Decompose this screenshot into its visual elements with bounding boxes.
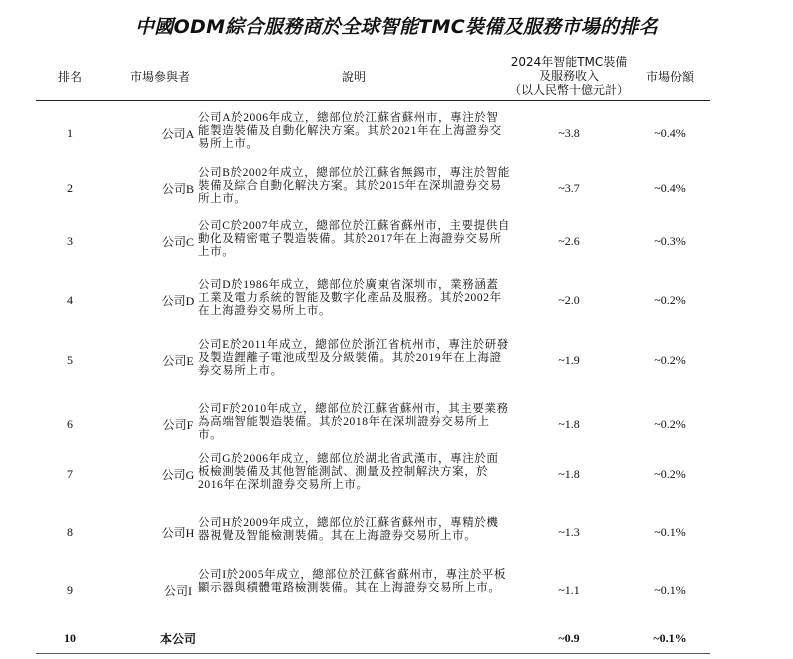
table-row — [36, 516, 710, 548]
rank-cell: 9 — [67, 583, 73, 597]
rank-cell: 4 — [67, 293, 73, 307]
participant-cell: 公司E — [162, 354, 194, 368]
table-row — [36, 338, 710, 383]
description-cell — [198, 111, 510, 156]
participant-cell: 公司C — [161, 235, 194, 249]
description-text: 公司I於2005年成立，總部位於江蘇省蘇州市，專注於平板顯示器與積體電路檢測裝備。其在上海證券交易所上市。 — [198, 569, 507, 594]
rank-cell: 5 — [67, 353, 73, 367]
header-revenue — [500, 55, 638, 97]
description-text: 公司C於2007年成立，總部位於江蘇省蘇州市，主要提供自動化及精密電子製造裝備。其於2017年在上海證券交易所上市。 — [198, 220, 510, 258]
revenue-cell: ~3.8 — [558, 126, 580, 140]
rank-cell: 6 — [67, 417, 73, 431]
share-cell: ~0.4% — [654, 126, 686, 140]
description-cell — [198, 452, 510, 497]
header-revenue-line2: 及服務收入 — [538, 69, 599, 83]
header-revenue-line1: 2024年智能TMC裝備 — [510, 55, 628, 69]
description-text: 公司F於2010年成立，總部位於江蘇省蘇州市，其主要業務為高端智能製造裝備。其於2018年在深圳證券交易所上市。 — [198, 403, 509, 441]
share-cell: ~0.2% — [654, 467, 686, 481]
total-row — [36, 628, 710, 648]
share-cell: ~0.4% — [654, 181, 686, 195]
page-title: 中國ODM綜合服務商於全球智能TMC裝備及服務市場的排名 — [134, 16, 659, 38]
description-text: 公司G於2006年成立，總部位於湖北省武漢市，專注於面板檢測裝備及其他智能測試、測量及控制解決方案，於2016年在深圳證券交易所上市。 — [198, 453, 499, 491]
description-text: 公司H於2009年成立，總部位於江蘇省蘇州市，專精於機器視覺及智能檢測裝備。其在上海證券交易所上市。 — [198, 517, 499, 542]
header-description: 說明 — [341, 70, 366, 84]
participant-cell: 公司I — [164, 584, 192, 598]
rank-cell: 3 — [67, 234, 73, 248]
description-text: 公司B於2002年成立，總部位於江蘇省無錫市，專注於智能裝備及綜合自動化解決方案。其於2015年在深圳證券交易所上市。 — [198, 167, 510, 205]
rank-cell: 8 — [67, 524, 73, 539]
header-participant: 市場參與者 — [129, 70, 190, 84]
total-divider — [36, 653, 710, 654]
description-cell — [198, 166, 510, 211]
description-cell — [198, 219, 510, 264]
participant-cell: 公司H — [161, 525, 195, 540]
share-cell: ~0.3% — [654, 234, 686, 248]
participant-cell: 公司B — [161, 182, 194, 196]
share-cell: ~0.1% — [654, 524, 686, 539]
participant-cell: 本公司 — [159, 631, 196, 646]
revenue-cell: ~0.9 — [558, 630, 580, 645]
revenue-cell: ~2.0 — [558, 293, 580, 307]
description-cell — [198, 568, 510, 613]
description-text: 公司D於1986年成立，總部位於廣東省深圳市，業務涵蓋工業及電力系統的智能及數字化產品及服務。其於2002年在上海證券交易所上市。 — [198, 279, 502, 317]
description-cell — [198, 338, 510, 383]
share-cell: ~0.1% — [653, 630, 687, 645]
share-cell: ~0.2% — [654, 353, 686, 367]
table-row — [36, 402, 710, 447]
header-share: 市場份額 — [645, 70, 694, 84]
description-text: 公司A於2006年成立，總部位於江蘇省蘇州市，專注於智能製造裝備及自動化解決方案。其於2021年在上海證券交易所上市。 — [198, 112, 502, 150]
header-revenue-line3: （以人民幣十億元計） — [508, 83, 629, 97]
share-cell: ~0.2% — [654, 293, 686, 307]
description-cell — [198, 402, 510, 447]
revenue-cell: ~1.8 — [558, 467, 580, 481]
revenue-cell: ~2.6 — [558, 234, 580, 248]
revenue-cell: ~3.7 — [558, 181, 580, 195]
table-row — [36, 568, 710, 613]
table-row — [36, 452, 710, 497]
share-cell: ~0.2% — [654, 417, 686, 431]
header-divider — [36, 100, 710, 101]
rank-cell: 10 — [64, 630, 76, 645]
revenue-cell: ~1.3 — [558, 524, 580, 539]
participant-cell: 公司A — [161, 127, 195, 141]
revenue-cell: ~1.8 — [558, 417, 580, 431]
table-row — [36, 278, 710, 323]
participant-cell: 公司F — [162, 418, 194, 432]
rank-cell: 7 — [67, 467, 73, 481]
participant-cell: 公司D — [161, 294, 195, 308]
header-rank: 排名 — [57, 70, 82, 84]
description-cell — [198, 278, 510, 323]
table-row — [36, 166, 710, 211]
rank-cell: 1 — [67, 126, 73, 140]
description-text: 公司E於2011年成立，總部位於浙江省杭州市，專注於研發及製造鋰離子電池成型及分級裝備。其於2019年在上海證券交易所上市。 — [198, 339, 509, 377]
description-cell — [198, 516, 510, 548]
rank-cell: 2 — [67, 181, 73, 195]
share-cell: ~0.1% — [654, 583, 686, 597]
table-row — [36, 219, 710, 264]
table-row — [36, 111, 710, 156]
revenue-cell: ~1.1 — [558, 583, 580, 597]
revenue-cell: ~1.9 — [558, 353, 580, 367]
participant-cell: 公司G — [161, 468, 195, 482]
